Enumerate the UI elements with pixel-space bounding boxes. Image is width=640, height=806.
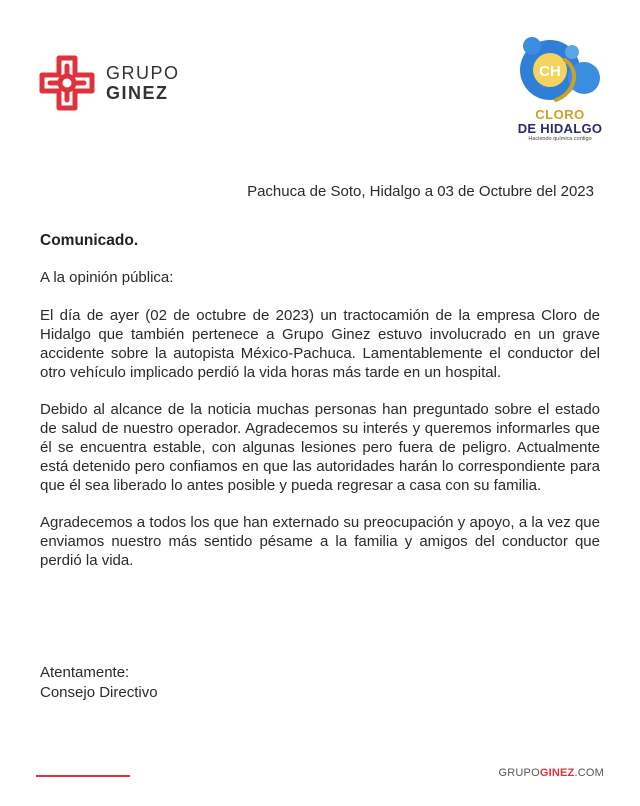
footer-url-part1: GRUPO [498,767,540,779]
cloro-logo-tagline: Haciendo química contigo [528,136,592,142]
letter-body [40,232,600,588]
ginez-logo-line2: GINEZ [106,83,169,103]
letter-paragraph-2: Debido al alcance de la noticia muchas personas han preguntado sobre el estado de salud de nuestro operador. Agradecemos su interés y queremos informarles que él se encuentra estable, con algunas lesiones pero fuera de peligro. Actualmente está detenido pero confiamos en que las autoridades harán lo correspondiente para que él sea liberado lo antes posible y pueda regresar a casa con su familia. [40,401,600,494]
grupo-ginez-logo [36,52,180,114]
cloro-logo-mark-icon [510,30,610,108]
footer-url-part3: .COM [574,767,604,779]
letter-paragraph-1: El día de ayer (02 de octubre de 2023) un tractocamión de la empresa Cloro de Hidalgo que también pertenece a Grupo Ginez estuvo involucrado en un grave accidente sobre la autopista México-Pachuca. Lamentablemente el conductor del otro vehículo implicado perdió la vida horas más tarde en un hospital. [40,307,600,381]
cloro-de-hidalgo-logo [510,30,610,143]
footer-accent-line [36,775,130,777]
cloro-logo-mark-text: CH [539,63,561,80]
footer-website [499,767,605,779]
grupo-ginez-knot-icon [36,52,98,114]
letter-signature: Consejo Directivo [40,684,158,701]
letter-paragraph-3: Agradecemos a todos los que han externado su preocupación y apoyo, a la vez que enviamos nuestro más sentido pésame a la familia y amigos del conductor que perdió la vida. [40,514,600,569]
cloro-logo-line2: DE HIDALGO [517,121,603,136]
letter-date: Pachuca de Soto, Hidalgo a 03 de Octubre del 2023 [247,183,594,200]
ginez-logo-line1: GRUPO [106,63,180,83]
letter-closing-block [40,663,158,703]
cloro-logo-line1: CLORO [535,107,585,122]
footer-url-part2: GINEZ [539,767,575,779]
letter-greeting: A la opinión pública: [40,269,174,286]
letter-closing: Atentamente: [40,664,130,681]
letter-title: Comunicado. [40,232,139,249]
